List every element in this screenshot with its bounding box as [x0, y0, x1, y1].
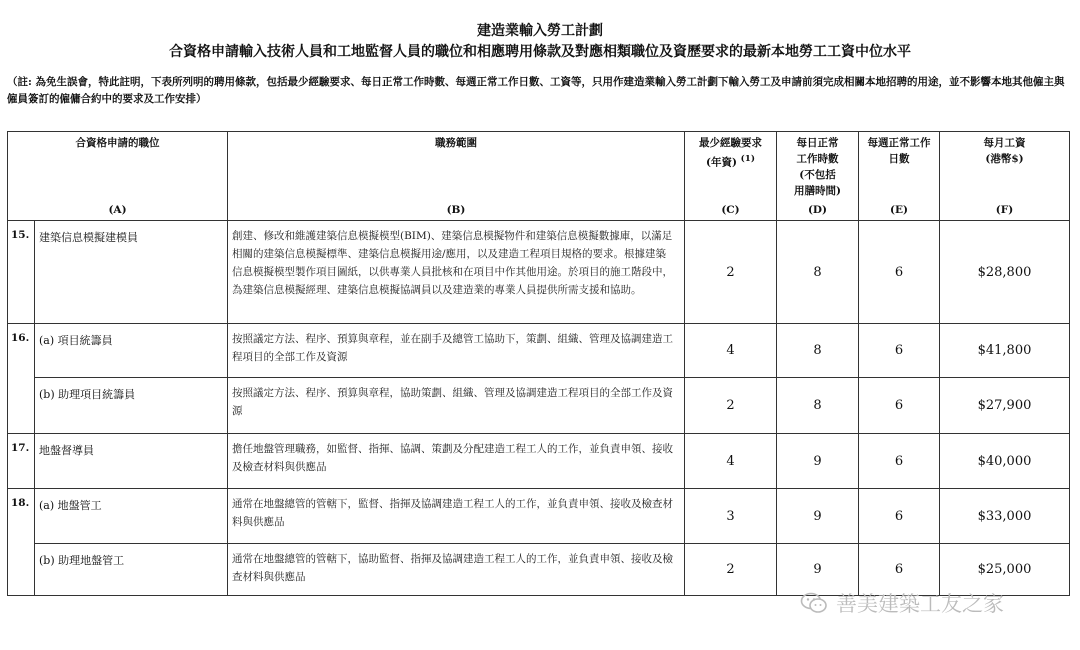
job-scope: 創建、修改和維護建築信息模擬模型(BIM)、建築信息模擬物件和建築信息模擬數據庫，以滿足相關的建築信息模擬標準、建築信息模擬用途/應用，以及建造工程項目規格的要求。根據建築信息模擬模型製作項目圖紙，以供專業人員批核和在項目中作其他用途。於項目的施工階段中，為建築信息模擬經理、建築信息模擬協調員以及建造業的專業人員提供所需支援和協助。: [228, 221, 685, 324]
hours-value: 9: [777, 489, 859, 544]
days-value: 6: [859, 378, 940, 434]
document-subtitle: 合資格申請輸入技術人員和工地監督人員的職位和相應聘用條款及對應相類職位及資歷要求的最新本地勞工工資中位水平: [169, 44, 911, 60]
disclaimer-note: （註: 為免生誤會，特此註明，下表所列明的聘用條款，包括最少經驗要求、每日正常工作時數、每週正常工作日數、工資等，只用作建造業輸入勞工計劃下輸入勞工及申請前須完成相關本地招聘的用途，並不影響本地其他僱主與僱員簽訂的僱傭合約中的要求及工作安排）: [7, 76, 1065, 105]
days-value: 6: [859, 544, 940, 596]
experience-value: 2: [685, 544, 777, 596]
header-experience: 最少經驗要求 (年資) $^{(1)}$ (C): [685, 132, 777, 221]
header-position: 合資格申請的職位 (A): [8, 132, 228, 221]
experience-value: 4: [685, 434, 777, 489]
position-name: (b) 助理地盤管工: [35, 544, 228, 596]
wechat-icon: [800, 592, 828, 614]
hours-value: 8: [777, 221, 859, 324]
wage-value: $40,000: [940, 434, 1070, 489]
position-name: 建築信息模擬建模員: [35, 221, 228, 324]
wage-value: $25,000: [940, 544, 1070, 596]
header-wage: 每月工資 (港幣$) (F): [940, 132, 1070, 221]
watermark: [800, 588, 1004, 618]
table-row: [8, 324, 1070, 378]
days-value: 6: [859, 324, 940, 378]
experience-value: 3: [685, 489, 777, 544]
table-row: [8, 489, 1070, 544]
watermark-text: 善美建築工友之家: [836, 592, 1004, 616]
row-number: 16.: [8, 324, 35, 378]
job-scope: 通常在地盤總管的管轄下，監督、指揮及協調建造工程工人的工作，並負責申領、接收及檢查材料與供應品: [228, 489, 685, 544]
hours-value: 8: [777, 378, 859, 434]
hours-value: 9: [777, 434, 859, 489]
hours-value: 8: [777, 324, 859, 378]
row-number: 18.: [8, 489, 35, 544]
header-daily-hours: 每日正常 工作時數 (不包括 用膳時間) (D): [777, 132, 859, 221]
wage-table: [7, 131, 1070, 596]
position-name: 地盤督導員: [35, 434, 228, 489]
job-scope: 通常在地盤總管的管轄下，協助監督、指揮及協調建造工程工人的工作，並負責申領、接收及檢查材料與供應品: [228, 544, 685, 596]
wage-value: $41,800: [940, 324, 1070, 378]
experience-value: 2: [685, 378, 777, 434]
row-number: 17.: [8, 434, 35, 489]
hours-value: 9: [777, 544, 859, 596]
wage-value: $27,900: [940, 378, 1070, 434]
row-number: [8, 544, 35, 596]
days-value: 6: [859, 489, 940, 544]
row-number: [8, 378, 35, 434]
experience-value: 4: [685, 324, 777, 378]
position-name: (a) 地盤管工: [35, 489, 228, 544]
job-scope: 擔任地盤管理職務，如監督、指揮、協調、策劃及分配建造工程工人的工作，並負責申領、接收及檢查材料與供應品: [228, 434, 685, 489]
wage-value: $33,000: [940, 489, 1070, 544]
row-number: 15.: [8, 221, 35, 324]
document-title: 建造業輸入勞工計劃: [477, 23, 603, 39]
job-scope: 按照議定方法、程序、預算與章程，協助策劃、組織、管理及協調建造工程項目的全部工作及資源: [228, 378, 685, 434]
table-row: [8, 221, 1070, 324]
table-header-row: [8, 132, 1070, 221]
job-scope: 按照議定方法、程序、預算與章程，並在副手及總管工協助下，策劃、組織、管理及協調建造工程項目的全部工作及資源: [228, 324, 685, 378]
wage-value: $28,800: [940, 221, 1070, 324]
experience-value: 2: [685, 221, 777, 324]
days-value: 6: [859, 221, 940, 324]
position-name: (b) 助理項目統籌員: [35, 378, 228, 434]
table-row: [8, 378, 1070, 434]
days-value: 6: [859, 434, 940, 489]
header-scope: 職務範圍 (B): [228, 132, 685, 221]
header-weekly-days: 每週正常工作 日數 (E): [859, 132, 940, 221]
table-row: [8, 434, 1070, 489]
position-name: (a) 項目統籌員: [35, 324, 228, 378]
